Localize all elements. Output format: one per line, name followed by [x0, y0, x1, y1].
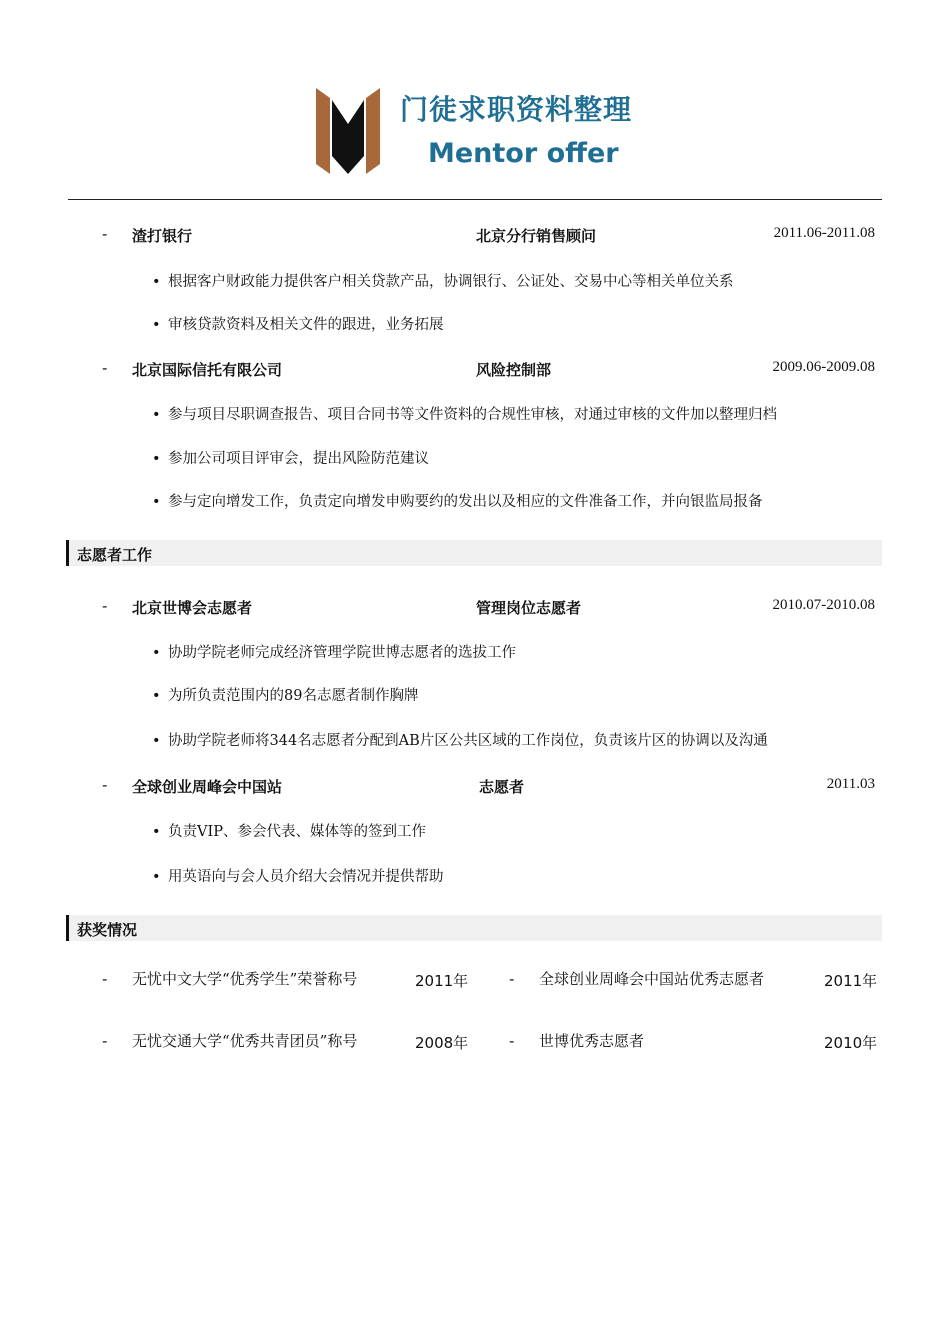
entry-organization: 渣打银行: [132, 227, 193, 245]
bullet-text: 为所负责范围内的89名志愿者制作胸牌: [168, 688, 419, 704]
award-dash: -: [102, 970, 108, 988]
entry-bullet: [152, 729, 892, 750]
award-name: 全球创业周峰会中国站优秀志愿者: [539, 970, 765, 988]
volunteer-entry: [0, 776, 950, 800]
work-entry: [0, 359, 950, 383]
entry-bullet: [152, 641, 892, 662]
award-name: 无忧中文大学“优秀学生”荣誉称号: [132, 970, 358, 988]
bullet-text: 协助学院老师将344名志愿者分配到AB片区公共区域的工作岗位，负责该片区的协调以及沟通: [168, 733, 768, 749]
award-item: [509, 970, 879, 1010]
entry-date: 2009.06-2009.08: [772, 359, 875, 375]
entry-role: 志愿者: [479, 778, 525, 796]
entry-bullet: [152, 865, 892, 886]
award-dash: -: [509, 1032, 515, 1050]
brand-title-cn: 门徒求职资料整理: [400, 93, 633, 126]
entry-organization: 全球创业周峰会中国站: [132, 778, 283, 796]
entry-dash: -: [102, 776, 108, 794]
entry-organization: 北京世博会志愿者: [132, 599, 253, 617]
entry-dash: -: [102, 225, 108, 243]
entry-bullet: [152, 447, 892, 468]
bullet-text: 根据客户财政能力提供客户相关贷款产品，协调银行、公证处、交易中心等相关单位关系: [168, 274, 734, 290]
bullet-text: 协助学院老师完成经济管理学院世博志愿者的选拔工作: [168, 645, 516, 661]
bullet-mark: •: [152, 274, 161, 290]
work-entry: [0, 225, 950, 249]
entry-dash: -: [102, 359, 108, 377]
award-dash: -: [509, 970, 515, 988]
entry-bullet: [152, 403, 892, 424]
award-year: 2008年: [415, 1034, 469, 1052]
entry-role: 北京分行销售顾问: [476, 227, 597, 245]
bullet-mark: •: [152, 317, 161, 333]
entry-bullet: [152, 313, 892, 334]
entry-date: 2010.07-2010.08: [772, 597, 875, 613]
award-item: [509, 1032, 879, 1056]
section-header-awards: [66, 915, 882, 941]
bullet-mark: •: [152, 645, 161, 661]
entry-bullet: [152, 684, 892, 705]
bullet-text: 负责VIP、参会代表、媒体等的签到工作: [168, 824, 426, 840]
award-name: 无忧交通大学“优秀共青团员”称号: [132, 1032, 358, 1050]
entry-date: 2011.03: [826, 776, 875, 792]
bullet-text: 参加公司项目评审会，提出风险防范建议: [168, 451, 429, 467]
bullet-mark: •: [152, 869, 161, 885]
brand-header: [0, 78, 950, 178]
bullet-mark: •: [152, 451, 161, 467]
entry-bullet: [152, 270, 892, 291]
bullet-text: 参与定向增发工作，负责定向增发申购要约的发出以及相应的文件准备工作，并向银监局报备: [168, 494, 763, 510]
bullet-text: 参与项目尽职调查报告、项目合同书等文件资料的合规性审核，对通过审核的文件加以整理归档: [168, 407, 777, 423]
award-year: 2010年: [824, 1034, 878, 1052]
entry-bullet: [152, 490, 892, 511]
section-header-volunteer: [66, 540, 882, 566]
bullet-text: 审核贷款资料及相关文件的跟进，业务拓展: [168, 317, 444, 333]
bullet-mark: •: [152, 824, 161, 840]
mentor-logo-icon: [314, 84, 382, 174]
entry-role: 风险控制部: [476, 361, 552, 379]
bullet-text: 用英语向与会人员介绍大会情况并提供帮助: [168, 869, 444, 885]
entry-organization: 北京国际信托有限公司: [132, 361, 283, 379]
section-title: 志愿者工作: [77, 546, 153, 564]
award-item: [102, 1032, 472, 1056]
bullet-mark: •: [152, 733, 161, 749]
volunteer-entry: [0, 597, 950, 621]
brand-title-en: Mentor offer: [428, 138, 619, 169]
award-year: 2011年: [824, 972, 878, 990]
section-title: 获奖情况: [77, 921, 138, 939]
award-item: [102, 970, 472, 1010]
entry-bullet: [152, 820, 892, 841]
entry-dash: -: [102, 597, 108, 615]
bullet-mark: •: [152, 407, 161, 423]
award-year: 2011年: [415, 972, 469, 990]
entry-date: 2011.06-2011.08: [773, 225, 875, 241]
bullet-mark: •: [152, 494, 161, 510]
bullet-mark: •: [152, 688, 161, 704]
award-dash: -: [102, 1032, 108, 1050]
header-divider: [68, 199, 882, 200]
entry-role: 管理岗位志愿者: [476, 599, 582, 617]
award-name: 世博优秀志愿者: [539, 1032, 645, 1050]
